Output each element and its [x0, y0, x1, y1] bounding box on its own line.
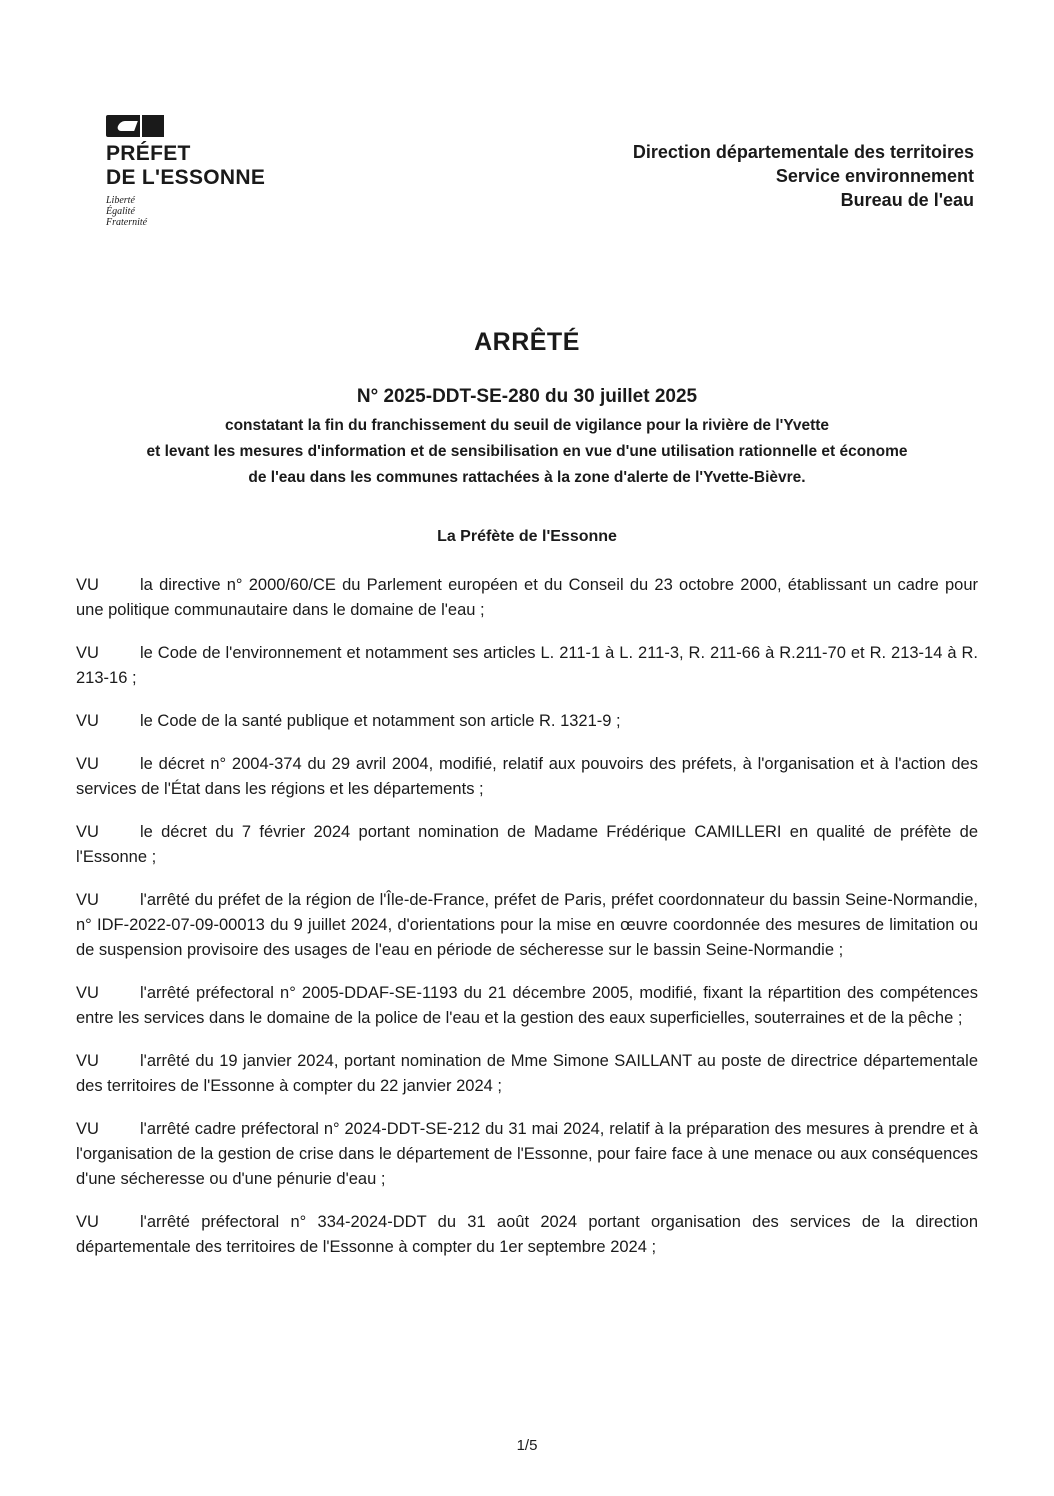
motto-egalite: Égalité: [106, 206, 135, 217]
visa-text: le Code de la santé publique et notamment son article R. 1321-9 ;: [140, 712, 621, 730]
visa-item: [76, 709, 978, 734]
logo-line-2: DE L'ESSONNE: [106, 166, 266, 189]
visa-item: [76, 820, 978, 870]
visa-prefix: VU: [76, 984, 99, 1002]
subject-line-2: et levant les mesures d'information et de sensibilisation en vue d'une utilisation rationnelle et économe: [146, 443, 908, 460]
issuing-service: [633, 140, 974, 212]
visa-item: [76, 1117, 978, 1192]
visa-text: la directive n° 2000/60/CE du Parlement européen et du Conseil du 23 octobre 2000, établissant un cadre pour une politique communautaire dans le domaine de l'eau ;: [76, 576, 978, 619]
visa-text: l'arrêté du préfet de la région de l'Île-de-France, préfet de Paris, préfet coordonnateur du bassin Seine-Normandie, n° IDF-2022-07-09-00013 du 9 juillet 2024, d'orientations pour la mise en œuvre coordonnée des mesures de limitation ou de suspension provisoire des usages de l'eau en période de sécheresse sur le bassin Seine-Normandie ;: [76, 891, 978, 959]
visa-item: [76, 981, 978, 1031]
motto-fraternite: Fraternité: [106, 217, 148, 228]
visa-prefix: VU: [76, 1120, 99, 1138]
motto-liberte: Liberté: [106, 195, 135, 206]
decree-subject: [60, 413, 994, 491]
prefecture-logo: [106, 114, 306, 228]
marianne-icon: [106, 114, 306, 138]
visa-prefix: VU: [76, 1052, 99, 1070]
visa-prefix: VU: [76, 755, 99, 773]
visa-item: [76, 752, 978, 802]
authority-heading: La Préfète de l'Essonne: [437, 528, 617, 545]
visa-prefix: VU: [76, 1213, 99, 1231]
service-bureau: Bureau de l'eau: [840, 190, 974, 210]
visa-text: le Code de l'environnement et notamment ses articles L. 211-1 à L. 211-3, R. 211-66 à R.211-70 et R. 213-14 à R. 213-16 ;: [76, 644, 978, 687]
republic-motto: [106, 195, 306, 228]
subject-line-3: de l'eau dans les communes rattachées à la zone d'alerte de l'Yvette-Bièvre.: [248, 469, 806, 486]
visa-text: le décret du 7 février 2024 portant nomination de Madame Frédérique CAMILLERI en qualité de préfète de l'Essonne ;: [76, 823, 978, 866]
visa-item: [76, 888, 978, 963]
visa-text: l'arrêté préfectoral n° 334-2024-DDT du 31 août 2024 portant organisation des services de la direction départementale des territoires de l'Essonne à compter du 1er septembre 2024 ;: [76, 1213, 978, 1256]
page-number: 1/5: [516, 1437, 538, 1454]
subject-line-1: constatant la fin du franchissement du seuil de vigilance pour la rivière de l'Yvette: [224, 417, 830, 434]
visa-item: [76, 1210, 978, 1260]
visas-list: [76, 573, 978, 1278]
visa-text: le décret n° 2004-374 du 29 avril 2004, modifié, relatif aux pouvoirs des préfets, à l'organisation et à l'action des services de l'État dans les régions et les départements ;: [76, 755, 978, 798]
logo-line-1: PRÉFET: [106, 142, 191, 165]
service-name: Service environnement: [775, 166, 974, 186]
visa-prefix: VU: [76, 712, 99, 730]
logo-title: [106, 142, 306, 190]
decree-number: N° 2025-DDT-SE-280 du 30 juillet 2025: [356, 386, 698, 407]
visa-item: [76, 1049, 978, 1099]
document-title: ARRÊTÉ: [474, 328, 580, 356]
visa-prefix: VU: [76, 644, 99, 662]
visa-item: [76, 573, 978, 623]
visa-text: l'arrêté cadre préfectoral n° 2024-DDT-SE-212 du 31 mai 2024, relatif à la préparation des mesures à prendre et à l'organisation de la gestion de crise dans le département de l'Essonne, pour faire face à une menace ou aux conséquences d'une sécheresse ou d'une pénurie d'eau ;: [76, 1120, 978, 1188]
visa-prefix: VU: [76, 823, 99, 841]
visa-text: l'arrêté préfectoral n° 2005-DDAF-SE-1193 du 21 décembre 2005, modifié, fixant la répartition des compétences entre les services dans le domaine de la police de l'eau et la gestion des eaux superficielles, souterraines et de la pêche ;: [76, 984, 978, 1027]
visa-item: [76, 641, 978, 691]
visa-text: l'arrêté du 19 janvier 2024, portant nomination de Mme Simone SAILLANT au poste de directrice départementale des territoires de l'Essonne à compter du 22 janvier 2024 ;: [76, 1052, 978, 1095]
visa-prefix: VU: [76, 891, 99, 909]
service-direction: Direction départementale des territoires: [632, 142, 974, 162]
visa-prefix: VU: [76, 576, 99, 594]
